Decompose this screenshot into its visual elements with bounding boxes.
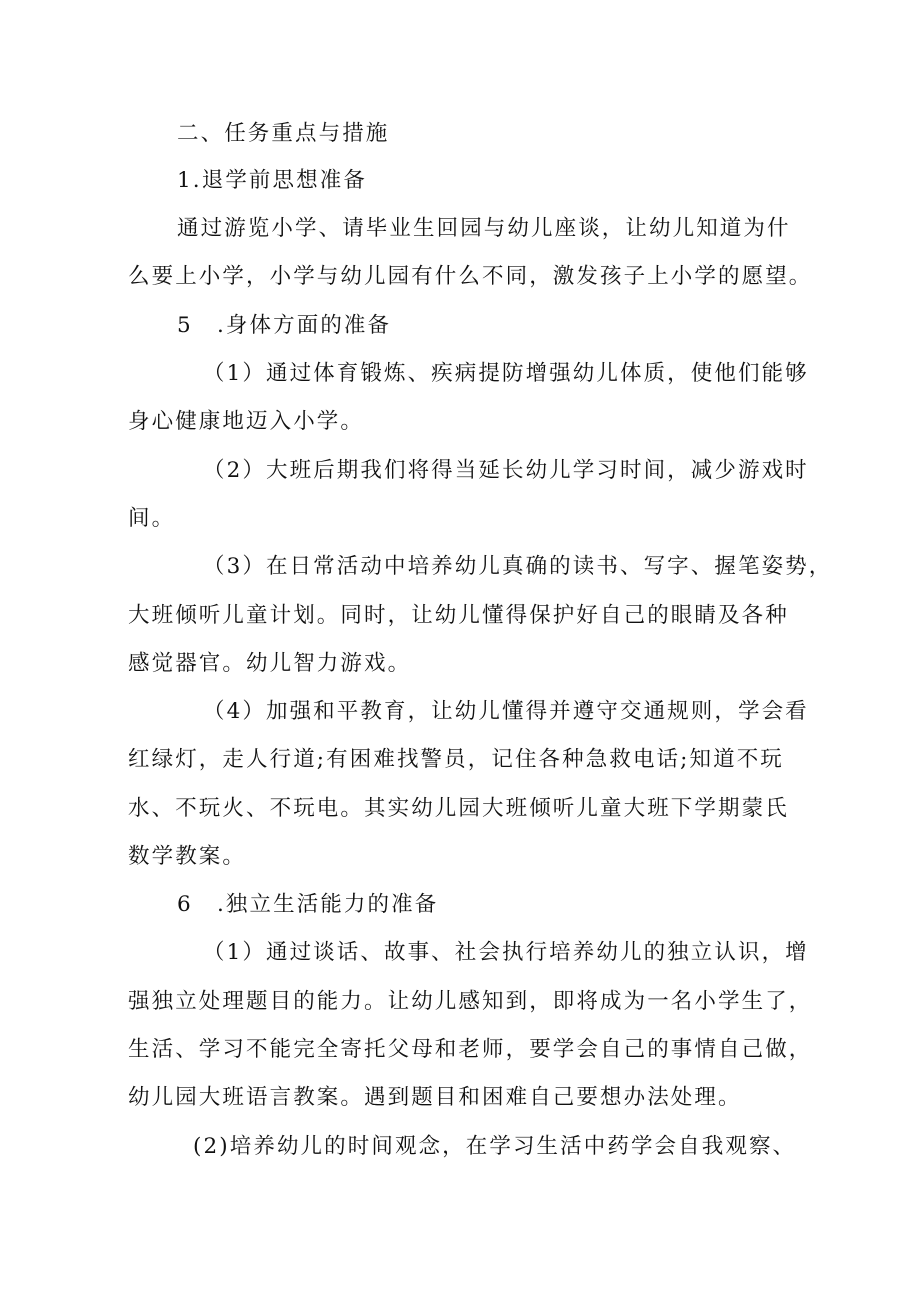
- paragraph-line: （3）在日常活动中培养幼儿真确的读书、写字、握笔姿势，: [203, 554, 833, 579]
- item-5-heading: [177, 312, 391, 340]
- paragraph-line: 感觉器官。幼儿智力游戏。: [128, 651, 412, 676]
- paragraph-line: 强独立处理题目的能力。让幼儿感知到，即将成为一名小学生了，: [128, 989, 813, 1014]
- item-heading-text: .独立生活能力的准备: [217, 892, 439, 917]
- item-heading-text: .身体方面的准备: [217, 313, 392, 338]
- paragraph-line: (2)培养幼儿的时间观念，在学习生活中药学会自我观察、: [193, 1134, 797, 1159]
- paragraph-line: 大班倾听儿童计划。同时，让幼儿懂得保护好自己的眼睛及各种: [128, 603, 789, 628]
- paragraph-line: 身心健康地迈入小学。: [128, 409, 365, 434]
- item-1-heading: 1.退学前思想准备: [177, 168, 367, 193]
- section-heading: 二、任务重点与措施: [177, 121, 390, 146]
- paragraph-line: 生活、学习不能完全寄托父母和老师，要学会自己的事情自己做，: [128, 1037, 813, 1062]
- paragraph-line: 数学教案。: [128, 844, 247, 869]
- paragraph-line: 水、不玩火、不玩电。其实幼儿园大班倾听儿童大班下学期蒙氏: [128, 796, 789, 821]
- paragraph-line: （4）加强和平教育，让幼儿懂得并遵守交通规则，学会看: [203, 699, 809, 724]
- item-6-heading: [177, 891, 438, 919]
- paragraph-line: （1）通过体育锻炼、疾病提防增强幼儿体质，使他们能够: [203, 361, 809, 386]
- paragraph-line: （1）通过谈话、故事、社会执行培养幼儿的独立认识，增: [203, 940, 809, 965]
- paragraph-line: 通过游览小学、请毕业生回园与幼儿座谈，让幼儿知道为什: [177, 216, 791, 241]
- paragraph-line: 么要上小学，小学与幼儿园有什么不同，激发孩子上小学的愿望。: [128, 264, 813, 289]
- item-number: 5: [177, 313, 193, 338]
- item-number: 6: [177, 892, 193, 917]
- paragraph-line: 间。: [128, 506, 176, 531]
- paragraph-line: （2）大班后期我们将得当延长幼儿学习时间，减少游戏时: [203, 458, 809, 483]
- paragraph-line: 红绿灯，走人行道;有困难找警员，记住各种急救电话;知道不玩: [128, 747, 784, 772]
- paragraph-line: 幼儿园大班语言教案。遇到题目和困难自己要想办法处理。: [128, 1085, 742, 1110]
